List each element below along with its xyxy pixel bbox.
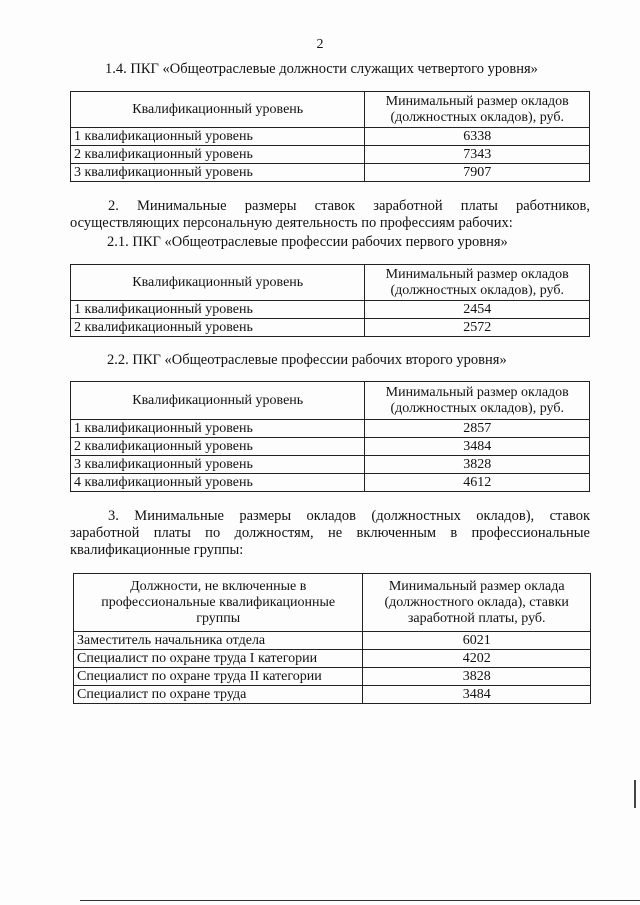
column-header-level: Квалификационный уровень (71, 382, 365, 420)
column-header-level: Квалификационный уровень (71, 265, 365, 301)
paragraph-line: 3. Минимальные размеры окладов (должностных окладов), ставок (108, 508, 590, 524)
column-header-salary: Минимальный размер окладов (должностных окладов), руб. (365, 265, 590, 301)
level-cell: 2 квалификационный уровень (71, 319, 365, 337)
table-pkg-4-level (70, 91, 590, 182)
section-heading-1-4: 1.4. ПКГ «Общеотраслевые должности служащих четвертого уровня» (105, 61, 538, 77)
salary-cell: 7907 (365, 164, 590, 182)
salary-cell: 2454 (365, 301, 590, 319)
position-cell: Заместитель начальника отдела (74, 632, 363, 650)
salary-cell: 3484 (363, 686, 591, 704)
salary-cell: 4612 (365, 474, 590, 492)
position-cell: Специалист по охране труда I категории (74, 650, 363, 668)
level-cell: 1 квалификационный уровень (71, 128, 365, 146)
salary-cell: 2572 (365, 319, 590, 337)
paragraph-line: осуществляющих персональную деятельность по профессиям рабочих: (70, 215, 513, 231)
level-cell: 3 квалификационный уровень (71, 456, 365, 474)
table-row (74, 668, 591, 686)
scan-edge-mark (634, 780, 636, 808)
level-cell: 2 квалификационный уровень (71, 438, 365, 456)
table-row (71, 456, 590, 474)
table-row (71, 420, 590, 438)
salary-cell: 3828 (363, 668, 591, 686)
level-cell: 1 квалификационный уровень (71, 420, 365, 438)
table-row (74, 632, 591, 650)
paragraph-line: квалификационные группы: (70, 542, 244, 558)
paragraph-2 (70, 198, 590, 232)
salary-cell: 7343 (365, 146, 590, 164)
level-cell: 2 квалификационный уровень (71, 146, 365, 164)
column-header-salary: Минимальный размер оклада (должностного оклада), ставки заработной платы, руб. (363, 574, 591, 632)
level-cell: 4 квалификационный уровень (71, 474, 365, 492)
salary-cell: 3484 (365, 438, 590, 456)
table-row (74, 686, 591, 704)
position-cell: Специалист по охране труда (74, 686, 363, 704)
table-row (71, 474, 590, 492)
column-header-position: Должности, не включенные в профессиональные квалификационные группы (74, 574, 363, 632)
salary-cell: 3828 (365, 456, 590, 474)
salary-cell: 2857 (365, 420, 590, 438)
table-row (74, 650, 591, 668)
table-row (71, 128, 590, 146)
table-row (71, 319, 590, 337)
salary-cell: 4202 (363, 650, 591, 668)
paragraph-line: заработной платы по должностям, не включенным в профессиональные (70, 525, 590, 541)
salary-cell: 6021 (363, 632, 591, 650)
position-cell: Специалист по охране труда II категории (74, 668, 363, 686)
table-row (71, 301, 590, 319)
level-cell: 1 квалификационный уровень (71, 301, 365, 319)
column-header-salary: Минимальный размер окладов (должностных окладов), руб. (365, 382, 590, 420)
table-row (71, 164, 590, 182)
table-workers-level-2 (70, 381, 590, 492)
page-number: 2 (316, 37, 324, 52)
table-workers-level-1 (70, 264, 590, 337)
section-heading-2-1: 2.1. ПКГ «Общеотраслевые профессии рабочих первого уровня» (107, 234, 508, 250)
section-heading-2-2: 2.2. ПКГ «Общеотраслевые профессии рабочих второго уровня» (107, 352, 507, 368)
column-header-salary: Минимальный размер окладов (должностных окладов), руб. (365, 92, 590, 128)
bottom-scan-line (80, 900, 640, 901)
paragraph-3 (70, 508, 590, 559)
level-cell: 3 квалификационный уровень (71, 164, 365, 182)
table-other-positions (73, 573, 591, 704)
paragraph-line: 2. Минимальные размеры ставок заработной платы работников, (108, 198, 590, 214)
table-row (71, 438, 590, 456)
table-row (71, 146, 590, 164)
salary-cell: 6338 (365, 128, 590, 146)
column-header-level: Квалификационный уровень (71, 92, 365, 128)
